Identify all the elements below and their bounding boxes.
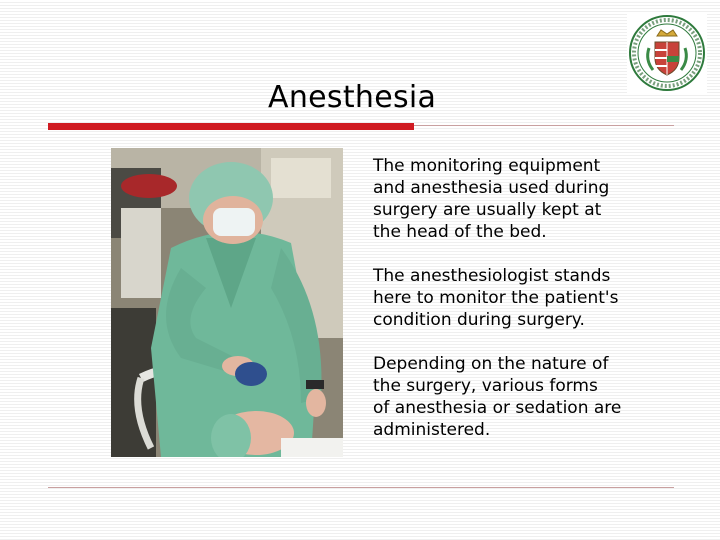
paragraph-forms: Depending on the nature of the surgery, various forms of anesthesia or sedation are administered. <box>373 354 622 440</box>
paragraph-equipment: The monitoring equipment and anesthesia used during surgery are usually kept at the head of the bed. <box>373 156 610 242</box>
seal-icon <box>627 12 707 94</box>
footer-divider <box>48 487 674 488</box>
slide-body <box>373 155 673 463</box>
photo-illustration <box>111 148 343 457</box>
title-underline-red <box>48 123 414 130</box>
slide-title: Anesthesia <box>268 80 437 115</box>
paragraph-anesthesiologist: The anesthesiologist stands here to monitor the patient's condition during surgery. <box>373 266 619 330</box>
university-seal-logo <box>627 12 707 94</box>
anesthesiologist-photo <box>111 148 343 457</box>
title-underline-thin <box>414 125 674 126</box>
